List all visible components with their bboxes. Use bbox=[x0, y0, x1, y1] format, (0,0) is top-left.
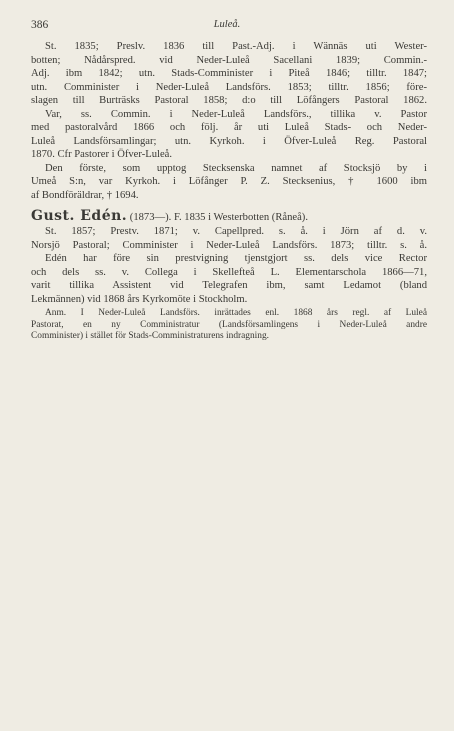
text-line: botten; Nådårspred. vid Neder-Luleå Sacellani 1839; Commin.- bbox=[31, 54, 427, 66]
text-line: Norsjö Pastoral; Comminister i Neder-Luleå Landsförs. 1873; tilltr. s. å. bbox=[31, 239, 427, 251]
note-line: Anm. I Neder-Luleå Landsförs. inrättades enl. 1868 års regl. af Luleå bbox=[45, 308, 427, 318]
text-line: 1870. Cfr Pastorer i Öfver-Luleå. bbox=[31, 149, 172, 160]
running-head: Luleå. bbox=[213, 19, 241, 30]
text-line: och dels ss. v. Collega i Skellefteå L. Elementarschola 1866—71, bbox=[31, 266, 427, 278]
text-line: Umeå S:n, var Kyrkoh. i Löfånger P. Z. Stecksenius, † 1600 ibm bbox=[31, 176, 427, 187]
entry-dates: (1873—). F. 1835 i Westerbotten (Råneå). bbox=[127, 212, 308, 223]
text-line: varit tillika Assistent vid Telegrafen ibm, samt Ledamot (bland bbox=[31, 280, 427, 291]
text-line: utn. Comminister i Neder-Luleå Landsförs. 1853; tilltr. 1856; före- bbox=[31, 81, 427, 93]
text-line: Edén har före sin prestvigning tjenstgjort ss. dels vice Rector bbox=[45, 253, 427, 264]
text-line: Lekmännen) vid 1868 års Kyrkomöte i Stockholm. bbox=[31, 293, 248, 305]
entry-name: Gust. Edén. bbox=[31, 208, 128, 224]
text-line: St. 1857; Prestv. 1871; v. Capellpred. s. å. i Jörn af d. v. bbox=[45, 226, 427, 237]
page-number: 386 bbox=[31, 19, 49, 31]
text-line: Var, ss. Commin. i Neder-Luleå Landsförs., tillika v. Pastor bbox=[45, 108, 427, 120]
text-line: St. 1835; Preslv. 1836 till Past.-Adj. i Wännäs uti Wester- bbox=[45, 41, 427, 52]
text-line: Adj. ibm 1842; utn. Stads-Comminister i Piteå 1846; tilltr. 1847; bbox=[31, 68, 427, 79]
text-line: med pastoralvård 1866 och följ. år uti Luleå Stads- och Neder- bbox=[31, 122, 427, 133]
footnote bbox=[31, 308, 427, 343]
page-header bbox=[0, 19, 454, 33]
entry-eden bbox=[31, 207, 427, 306]
text-line: Den förste, som upptog Stecksenska namnet af Stocksjö by i bbox=[45, 162, 427, 174]
text-line: af Bondföräldrar, † 1694. bbox=[31, 189, 139, 201]
text-line: slagen till Burträsks Pastoral 1858; d:o till Löfångers Pastoral 1862. bbox=[31, 95, 427, 106]
text-line: Luleå Landsförsamlingar; utn. Kyrkoh. i Öfver-Luleå Reg. Pastoral bbox=[31, 135, 427, 147]
note-line: Comminister) i stället för Stads-Comministraturens indragning. bbox=[31, 331, 269, 341]
entry-stecksenius-continued bbox=[31, 40, 427, 202]
page-body bbox=[31, 40, 427, 343]
entry-heading bbox=[31, 207, 427, 225]
note-line: Pastorat, en ny Comministratur (Landsförsamlingens i Neder-Luleå andre bbox=[31, 319, 427, 330]
